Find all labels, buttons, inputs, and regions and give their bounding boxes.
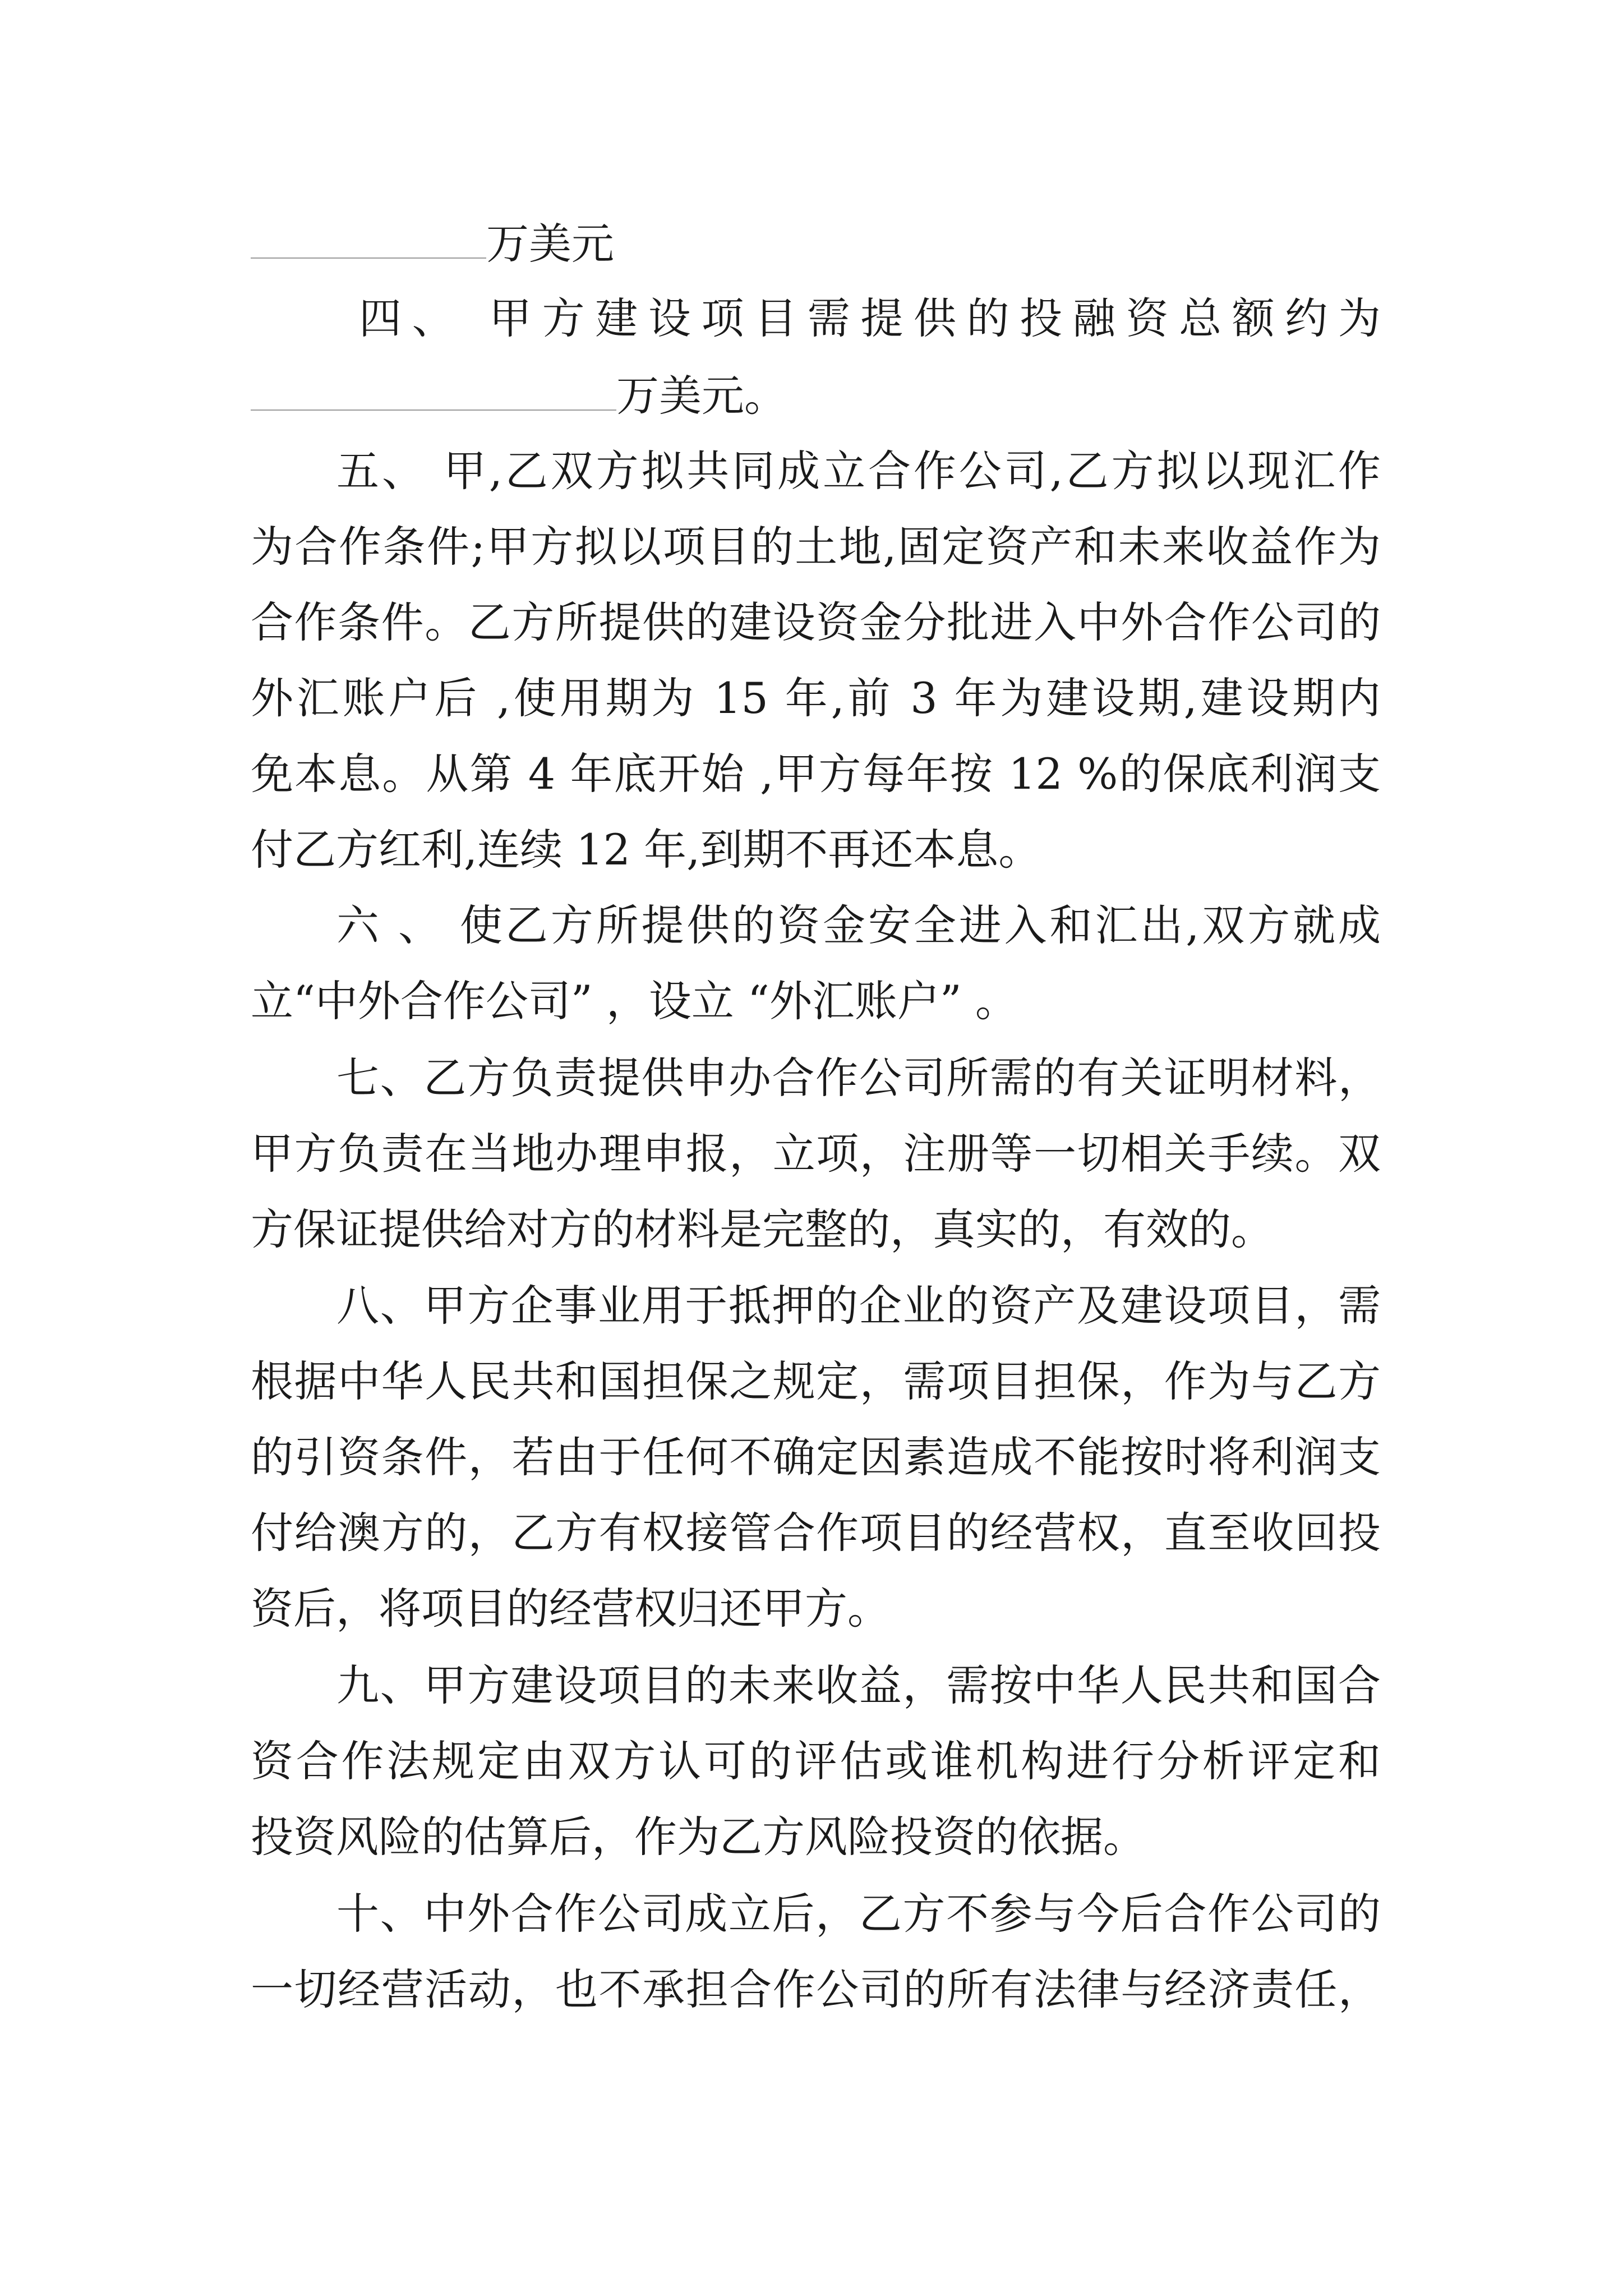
clause-8-line-1: 八、甲方企事业用于抵押的企业的资产及建设项目，需 — [336, 1281, 1381, 1331]
clause-5-line-6: 付乙方红利,连续 12 年,到期不再还本息。 — [251, 825, 1041, 875]
clause-5-line-3: 合作条件。乙方所提供的建设资金分批进入中外合作公司的 — [251, 597, 1381, 647]
clause-6-line-1: 六 、 使乙方所提供的资金安全进入和汇出,双方就成 — [336, 900, 1381, 950]
clause-6-line-2: 立“中外合作公司” ，设立 “外汇账户” 。 — [251, 976, 1018, 1026]
clause-7-line-1: 七、乙方负责提供申办合作公司所需的有关证明材料， — [336, 1053, 1381, 1103]
clause-9-line-2: 资合作法规定由双方认可的评估或谁机构进行分析评定和 — [251, 1736, 1381, 1786]
amount-unit-text: 万美元 — [486, 219, 614, 269]
fill-in-blank — [251, 255, 486, 259]
clause-5-line-5: 免本息。从第 4 年底开始 ,甲方每年按 12 %的保底利润支 — [251, 749, 1381, 799]
clause-10-line-2: 一切经营活动，也不承担合作公司的所有法律与经济责任， — [251, 1964, 1381, 2014]
clause-8-line-3: 的引资条件，若由于任何不确定因素造成不能按时将利润支 — [251, 1432, 1381, 1482]
clause-10-line-1: 十、中外合作公司成立后，乙方不参与今后合作公司的 — [336, 1889, 1381, 1939]
clause-8-line-2: 根据中华人民共和国担保之规定，需项目担保，作为与乙方 — [251, 1356, 1381, 1406]
clause-9-line-1: 九、甲方建设项目的未来收益，需按中华人民共和国合 — [336, 1660, 1381, 1710]
clause-7-line-3: 方保证提供给对方的材料是完整的，真实的，有效的。 — [251, 1204, 1274, 1254]
clause-4-line-2 — [251, 368, 1381, 424]
clause-5-line-2: 为合作条件;甲方拟以项目的土地,固定资产和未来收益作为 — [251, 522, 1381, 572]
clause-9-line-3: 投资风险的估算后，作为乙方风险投资的依据。 — [251, 1812, 1146, 1862]
fill-in-blank — [251, 407, 616, 411]
clause-8-line-5: 资后，将项目的经营权归还甲方。 — [251, 1584, 890, 1634]
clause-4-line-1: 四、 甲方建设项目需提供的投融资总额约为 — [359, 293, 1381, 343]
clause-8-line-4: 付给澳方的，乙方有权接管合作项目的经营权，直至收回投 — [251, 1508, 1381, 1558]
clause-5-line-1: 五、 甲,乙双方拟共同成立合作公司,乙方拟以现汇作 — [336, 446, 1381, 496]
clause-5-line-4: 外汇账户后 ,使用期为 15 年,前 3 年为建设期,建设期内 — [251, 673, 1381, 723]
amount-line-1 — [251, 216, 1381, 272]
clause-7-line-2: 甲方负责在当地办理申报，立项，注册等一切相关手续。双 — [251, 1129, 1381, 1179]
clause-4-amount-text: 万美元。 — [616, 371, 787, 421]
